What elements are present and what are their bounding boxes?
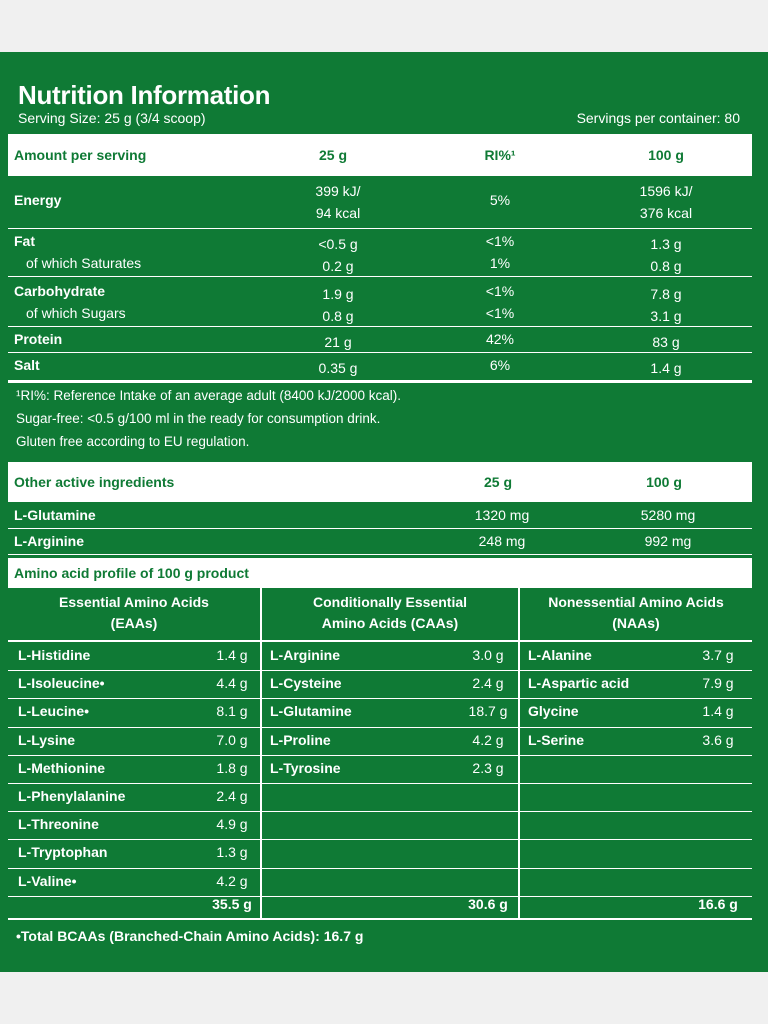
amino-column-total [520,896,752,916]
nutrient-name: Fat [14,233,35,249]
amino-name: Glycine [528,703,579,719]
amino-value: 4.9 g [216,816,248,832]
nutrient-ri: 42% [485,331,515,347]
amino-name: L-Cysteine [270,675,342,691]
note-sugar-free: Sugar-free: <0.5 g/100 ml in the ready for consumption drink. [16,411,381,426]
nutrition-row [8,252,752,276]
nutrient-per-serving: 1.9 g [322,286,354,302]
nutrient-per-serving: <0.5 g [318,236,358,252]
row-divider [8,554,752,555]
nutrition-row [8,302,752,326]
amino-column-header: Conditionally Essential Amino Acids (CAAs) [312,594,468,631]
amino-name: L-Proline [270,732,331,748]
nutrient-name: Energy [14,192,62,208]
amino-row [262,647,518,667]
amino-row [262,732,518,752]
amino-row [262,703,518,723]
amino-total-value: 30.6 g [468,896,508,912]
amino-column-header: Nonessential Amino Acids (NAAs) [548,594,724,631]
amino-row [8,844,260,864]
amino-row-rule [8,698,752,699]
amino-name: L-Arginine [270,647,340,663]
nutrient-per-serving: 0.35 g [318,360,358,376]
nutrient-per-serving: 0.2 g [322,258,354,274]
nutrient-per-100g: 1.3 g [650,236,682,252]
note-ri: ¹RI%: Reference Intake of an average adult (8400 kJ/2000 kcal). [16,388,401,403]
amino-total-value: 16.6 g [698,896,738,912]
nutrition-row [8,354,752,378]
amino-value: 3.7 g [702,647,734,663]
amino-row-rule [8,670,752,671]
amino-column-total [8,896,260,916]
amino-value: 4.2 g [216,873,248,889]
amino-row-rule [8,811,752,812]
amino-row [520,647,752,667]
amino-profile-header [8,558,752,588]
note-gluten-free: Gluten free according to EU regulation. [16,434,250,449]
ingredient-per-100g: 5280 mg [640,507,696,523]
amino-name: L-Tryptophan [18,844,108,860]
nutrition-row [8,328,752,352]
ingredient-per-serving: 1320 mg [474,507,530,523]
amino-row [520,703,752,723]
nutrient-ri: 6% [489,357,511,373]
amino-name: L-Valine• [18,873,77,889]
amino-name: L-Aspartic acid [528,675,630,691]
amino-value: 1.4 g [702,703,734,719]
amino-row [8,816,260,836]
amino-value: 3.0 g [472,647,504,663]
nutrient-per-serving: 399 kJ/ 94 kcal [315,183,361,221]
amino-row [8,760,260,780]
nutrient-name: Carbohydrate [14,283,106,299]
nutrient-per-100g: 1.4 g [650,360,682,376]
amino-header-rule [8,640,752,642]
nutrient-ri: 5% [489,192,511,208]
amino-row [520,732,752,752]
nutrient-ri: <1% [485,305,515,321]
amino-row [262,675,518,695]
nutrient-name: Protein [14,331,63,347]
amino-name: L-Tyrosine [270,760,341,776]
amino-name: L-Isoleucine• [18,675,105,691]
nutrient-name: of which Sugars [26,305,126,321]
header-100g: 100 g [648,147,684,163]
nutrient-per-100g: 3.1 g [650,308,682,324]
amino-name: L-Alanine [528,647,592,663]
ingredient-per-100g: 992 mg [644,533,692,549]
amino-name: L-Histidine [18,647,91,663]
bcaa-note: •Total BCAAs (Branched-Chain Amino Acids): 16.7 g [16,928,364,944]
amino-row [520,675,752,695]
header-amount: Amount per serving [14,147,147,163]
amino-name: L-Lysine [18,732,76,748]
amino-row [8,732,260,752]
amino-bottom-rule [8,918,752,920]
amino-column-header: Essential Amino Acids (EAAs) [59,594,209,631]
amino-row-rule [8,755,752,756]
ingredient-name: L-Arginine [14,533,84,549]
other-active-row [8,504,752,528]
row-divider [8,352,752,353]
other-active-title: Other active ingredients [14,474,175,490]
amino-name: L-Phenylalanine [18,788,126,804]
nutrient-per-100g: 0.8 g [650,258,682,274]
row-divider [8,228,752,229]
amino-row-rule [8,727,752,728]
nutrition-header [8,134,752,176]
amino-value: 2.4 g [216,788,248,804]
nutrition-row [8,280,752,304]
amino-value: 7.0 g [216,732,248,748]
amino-value: 1.3 g [216,844,248,860]
other-active-25g: 25 g [483,474,513,490]
amino-column-total [262,896,518,916]
amino-row [8,675,260,695]
serving-size: Serving Size: 25 g (3/4 scoop) [18,110,206,126]
nutrient-per-serving: 21 g [324,334,352,350]
amino-value: 1.8 g [216,760,248,776]
row-divider [8,326,752,327]
page-title: Nutrition Information [18,80,271,110]
nutrient-ri: <1% [485,233,515,249]
nutrient-name: Salt [14,357,40,373]
row-divider [8,276,752,277]
amino-name: L-Threonine [18,816,99,832]
servings-per-container: Servings per container: 80 [576,110,740,126]
row-divider [8,528,752,529]
amino-name: L-Serine [528,732,585,748]
ingredient-name: L-Glutamine [14,507,96,523]
nutrient-per-100g: 83 g [652,334,680,350]
amino-value: 8.1 g [216,703,248,719]
nutrition-bottom-rule [8,380,752,383]
amino-value: 4.4 g [216,675,248,691]
amino-row-rule [8,868,752,869]
other-active-row [8,530,752,554]
nutrition-panel [0,52,768,972]
nutrient-per-100g: 1596 kJ/ 376 kcal [639,183,693,221]
other-active-100g: 100 g [646,474,682,490]
nutrient-ri: <1% [485,283,515,299]
nutrient-ri: 1% [489,255,511,271]
amino-row-rule [8,783,752,784]
amino-name: L-Leucine• [18,703,90,719]
nutrient-per-serving: 0.8 g [322,308,354,324]
amino-row [262,760,518,780]
amino-row [8,788,260,808]
amino-value: 4.2 g [472,732,504,748]
nutrient-per-100g: 7.8 g [650,286,682,302]
amino-row [8,873,260,893]
amino-value: 2.3 g [472,760,504,776]
amino-profile-title: Amino acid profile of 100 g product [14,565,249,581]
amino-value: 18.7 g [468,703,508,719]
amino-name: L-Methionine [18,760,106,776]
amino-value: 3.6 g [702,732,734,748]
amino-value: 1.4 g [216,647,248,663]
nutrient-name: of which Saturates [26,255,142,271]
nutrition-row [8,178,752,228]
amino-value: 2.4 g [472,675,504,691]
header-ri: RI%¹ [484,147,516,163]
amino-row-rule [8,839,752,840]
nutrition-row [8,230,752,254]
other-active-header [8,462,752,502]
amino-row [8,647,260,667]
ingredient-per-serving: 248 mg [478,533,526,549]
amino-total-value: 35.5 g [212,896,252,912]
header-25g: 25 g [318,147,348,163]
amino-row [8,703,260,723]
amino-value: 7.9 g [702,675,734,691]
amino-name: L-Glutamine [270,703,352,719]
